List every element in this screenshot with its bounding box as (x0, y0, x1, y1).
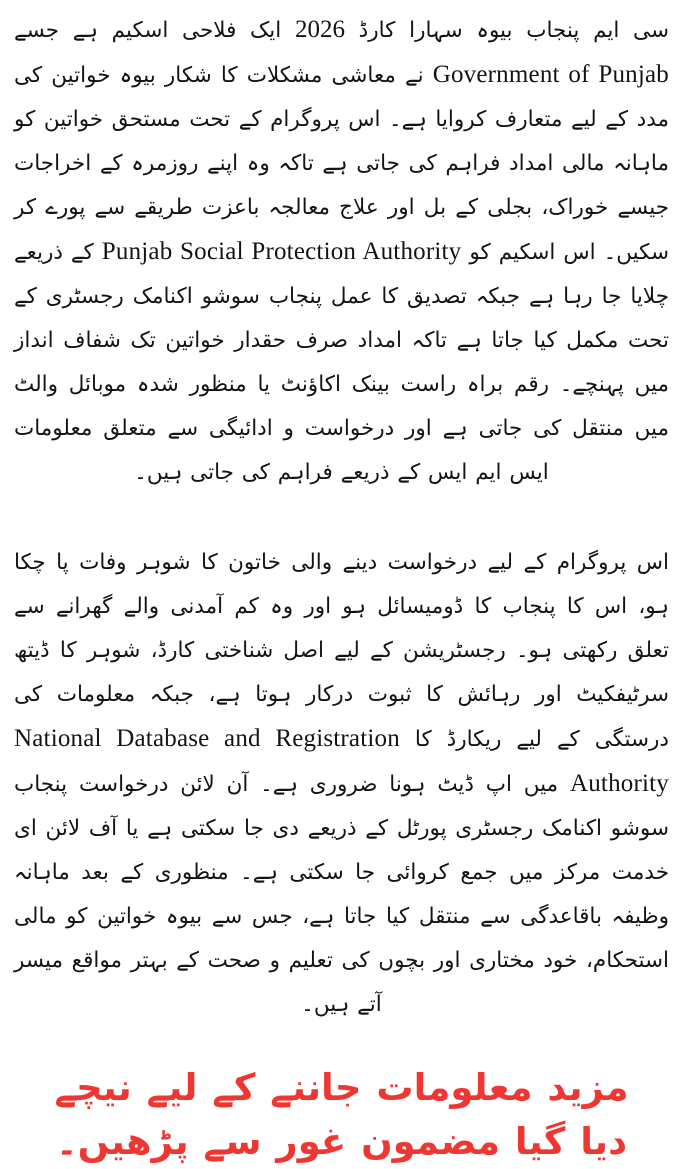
cta-heading-line-1: مزید معلومات جاننے کے لیے نیچے (54, 1066, 629, 1109)
latin-text-run: National Database and Registration Authority (14, 725, 669, 797)
cta-heading-line-2: دیا گیا مضمون غور سے پڑھیں۔ (55, 1120, 628, 1163)
latin-text-run: Punjab Social Protection Authority (101, 238, 462, 265)
latin-text-run: Government of Punjab (432, 61, 670, 88)
article-body (14, 8, 669, 1027)
call-to-action-block (14, 1061, 669, 1169)
article-paragraph-1: سی ایم پنجاب بیوہ سہارا کارڈ 2026 ایک فلاحی اسکیم ہے جسے Government of Punjab نے معاشی مشکلات کا شکار بیوہ خواتین کی مدد کے لیے متعارف کروایا ہے۔ اس پروگرام کے تحت مستحق خواتین کو ماہانہ مالی امداد فراہم کی جاتی ہے تاکہ وہ اپنے روزمرہ کے اخراجات جیسے خوراک، بجلی کے بل اور علاج معالجہ باعزت طریقے سے پورے کر سکیں۔ اس اسکیم کو Punjab Social Protection Authority کے ذریعے چلایا جا رہا ہے جبکہ تصدیق کا عمل پنجاب سوشو اکنامک رجسٹری کے تحت مکمل کیا جاتا ہے تاکہ امداد صرف حقدار خواتین تک شفاف انداز میں پہنچے۔ رقم براہ راست بینک اکاؤنٹ یا منظور شدہ موبائل والٹ میں منتقل کی جاتی ہے اور درخواست و ادائیگی سے متعلق معلومات ایس ایم ایس کے ذریعے فراہم کی جاتی ہیں۔ (14, 16, 670, 485)
latin-text-run: 2026 (294, 16, 345, 43)
article-paragraph-2: اس پروگرام کے لیے درخواست دینے والی خاتون کا شوہر وفات پا چکا ہو، اس کا پنجاب کا ڈومیسائل ہو اور وہ کم آمدنی والے گھرانے سے تعلق رکھتی ہو۔ رجسٹریشن کے لیے اصل شناختی کارڈ، شوہر کا ڈیتھ سرٹیفکیٹ اور رہائش کا ثبوت درکار ہوتا ہے، جبکہ معلومات کی درستگی کے لیے ریکارڈ کا National Database and Registration Authority میں اپ ڈیٹ ہونا ضروری ہے۔ آن لائن درخواست پنجاب سوشو اکنامک رجسٹری پورٹل کے ذریعے دی جا سکتی ہے یا آف لائن ای خدمت مرکز میں جمع کروائی جا سکتی ہے۔ منظوری کے بعد ماہانہ وظیفہ باقاعدگی سے منتقل کیا جاتا ہے، جس سے بیوہ خواتین کو مالی استحکام، خود مختاری اور بچوں کی تعلیم و صحت کے بہتر مواقع میسر آتے ہیں۔ (14, 550, 669, 1017)
